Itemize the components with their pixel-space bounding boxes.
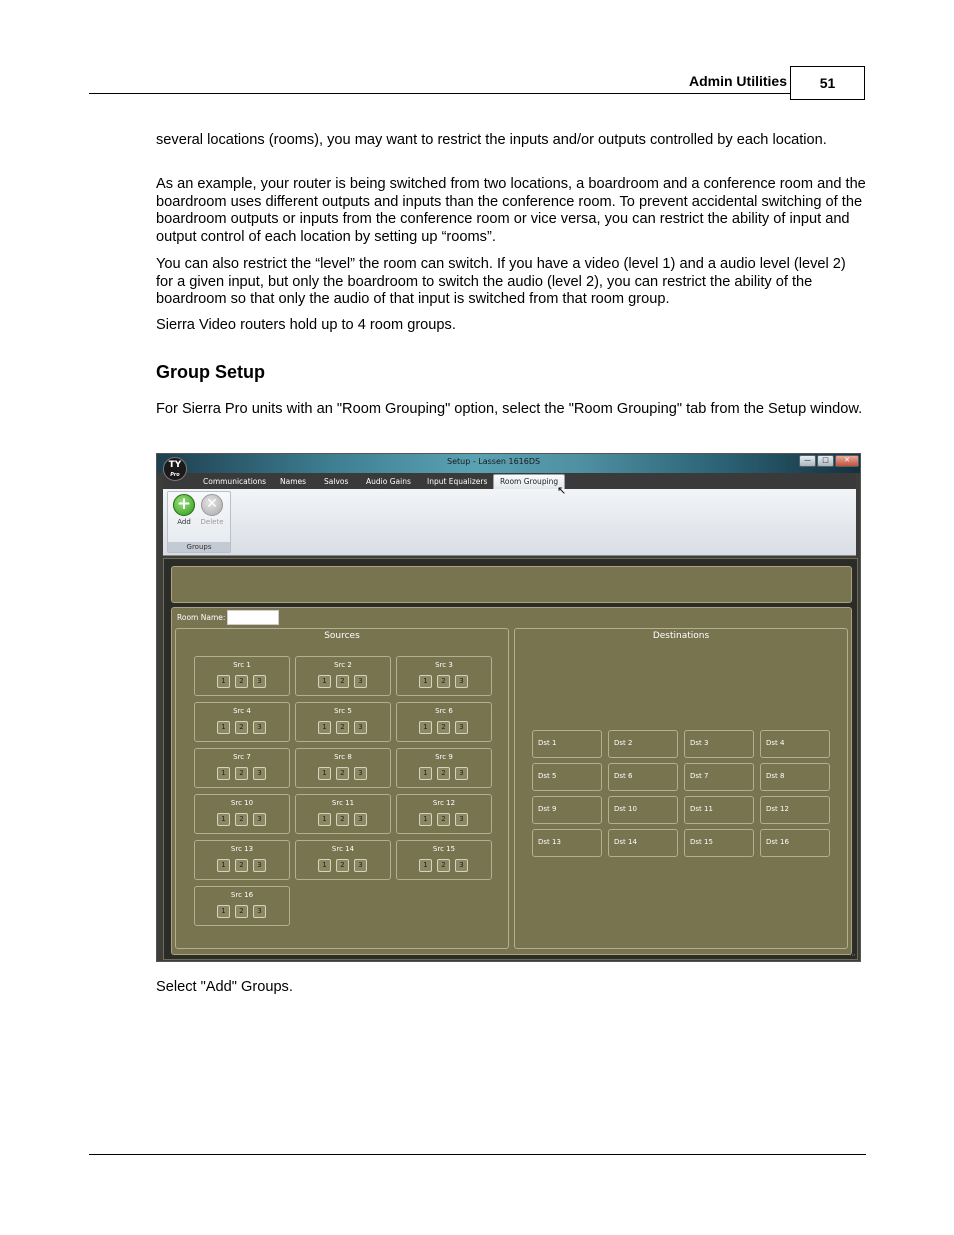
source-tile[interactable] xyxy=(396,656,492,696)
source-tile[interactable] xyxy=(295,794,391,834)
destination-tile[interactable] xyxy=(760,829,830,857)
level-1-button[interactable]: 1 xyxy=(217,905,230,918)
close-button[interactable]: ✕ xyxy=(835,455,859,467)
mouse-cursor-icon: ↖ xyxy=(557,484,567,497)
source-name: Src 7 xyxy=(233,753,251,761)
level-3-button[interactable]: 3 xyxy=(455,859,468,872)
level-3-button[interactable]: 3 xyxy=(455,721,468,734)
destination-tile[interactable] xyxy=(532,730,602,758)
destination-name: Dst 4 xyxy=(766,739,785,747)
level-3-button[interactable]: 3 xyxy=(253,859,266,872)
source-tile[interactable] xyxy=(194,656,290,696)
level-2-button[interactable]: 2 xyxy=(235,905,248,918)
content-area xyxy=(163,558,858,960)
source-name: Src 2 xyxy=(334,661,352,669)
room-panel xyxy=(171,607,852,955)
level-3-button[interactable]: 3 xyxy=(354,859,367,872)
source-tile[interactable] xyxy=(194,702,290,742)
destination-tile[interactable] xyxy=(684,829,754,857)
intro-paragraph: For Sierra Pro units with an "Room Grouping" option, select the "Room Grouping" tab from the Setup window. xyxy=(156,401,863,417)
source-name: Src 9 xyxy=(435,753,453,761)
destination-name: Dst 7 xyxy=(690,772,709,780)
destination-tile[interactable] xyxy=(608,763,678,791)
destination-name: Dst 11 xyxy=(690,805,713,813)
level-2-button[interactable]: 2 xyxy=(437,859,450,872)
source-tile[interactable] xyxy=(396,702,492,742)
group-list-panel xyxy=(171,566,852,603)
ribbon xyxy=(163,489,856,556)
level-2-button[interactable]: 2 xyxy=(235,767,248,780)
level-3-button[interactable]: 3 xyxy=(253,675,266,688)
x-icon: ✕ xyxy=(201,494,223,516)
level-2-button[interactable]: 2 xyxy=(437,675,450,688)
section-heading: Group Setup xyxy=(156,362,265,382)
level-1-button[interactable]: 1 xyxy=(419,813,432,826)
destination-name: Dst 15 xyxy=(690,838,713,846)
level-3-button[interactable]: 3 xyxy=(253,767,266,780)
source-name: Src 12 xyxy=(432,799,456,807)
delete-label: Delete xyxy=(200,518,224,526)
source-tile[interactable] xyxy=(295,748,391,788)
level-3-button[interactable]: 3 xyxy=(354,721,367,734)
plus-icon: + xyxy=(173,494,195,516)
destination-name: Dst 8 xyxy=(766,772,785,780)
level-1-button[interactable]: 1 xyxy=(419,675,432,688)
groups-ribbon-group xyxy=(167,491,231,553)
destinations-section xyxy=(514,628,848,949)
level-2-button[interactable]: 2 xyxy=(336,675,349,688)
tab-bar xyxy=(163,473,856,490)
level-2-button[interactable]: 2 xyxy=(336,813,349,826)
level-2-button[interactable]: 2 xyxy=(235,675,248,688)
minimize-button[interactable]: — xyxy=(799,455,816,467)
source-tile[interactable] xyxy=(295,656,391,696)
window-titlebar xyxy=(157,454,861,473)
destination-name: Dst 3 xyxy=(690,739,709,747)
tab-communications[interactable]: Communications xyxy=(203,477,267,486)
destination-tile[interactable] xyxy=(532,829,602,857)
level-1-button[interactable]: 1 xyxy=(217,721,230,734)
level-3-button[interactable]: 3 xyxy=(455,813,468,826)
source-name: Src 1 xyxy=(233,661,251,669)
destination-name: Dst 9 xyxy=(538,805,557,813)
level-2-button[interactable]: 2 xyxy=(336,721,349,734)
source-tile[interactable] xyxy=(295,840,391,880)
maximize-button[interactable]: □ xyxy=(817,455,834,467)
destination-tile[interactable] xyxy=(608,730,678,758)
level-1-button[interactable]: 1 xyxy=(318,813,331,826)
level-2-button[interactable]: 2 xyxy=(235,813,248,826)
destination-tile[interactable] xyxy=(532,796,602,824)
level-3-button[interactable]: 3 xyxy=(455,675,468,688)
footer-rule xyxy=(89,1154,866,1155)
source-name: Src 11 xyxy=(331,799,355,807)
source-tile[interactable] xyxy=(194,840,290,880)
destination-name: Dst 14 xyxy=(614,838,637,846)
tab-names[interactable]: Names xyxy=(280,477,307,486)
source-name: Src 15 xyxy=(432,845,456,853)
source-tile[interactable] xyxy=(194,794,290,834)
level-1-button[interactable]: 1 xyxy=(419,721,432,734)
source-name: Src 8 xyxy=(334,753,352,761)
caption: Select "Add" Groups. xyxy=(156,979,293,995)
destination-name: Dst 5 xyxy=(538,772,557,780)
level-1-button[interactable]: 1 xyxy=(217,767,230,780)
destinations-title: Destinations xyxy=(652,631,710,641)
destination-name: Dst 1 xyxy=(538,739,557,747)
source-name: Src 4 xyxy=(233,707,251,715)
level-1-button[interactable]: 1 xyxy=(419,767,432,780)
destination-name: Dst 6 xyxy=(614,772,633,780)
level-1-button[interactable]: 1 xyxy=(217,859,230,872)
header-rule xyxy=(89,93,791,94)
room-name-input[interactable] xyxy=(227,610,279,625)
tab-audio-gains[interactable]: Audio Gains xyxy=(366,477,411,486)
destination-tile[interactable] xyxy=(760,796,830,824)
source-name: Src 3 xyxy=(435,661,453,669)
room-name-label: Room Name: xyxy=(177,613,226,622)
source-tile[interactable] xyxy=(194,886,290,926)
source-name: Src 14 xyxy=(331,845,355,853)
level-2-button[interactable]: 2 xyxy=(235,721,248,734)
sources-section xyxy=(175,628,509,949)
delete-button[interactable] xyxy=(198,494,226,526)
logo-main-text: TY xyxy=(168,460,182,470)
level-2-button[interactable]: 2 xyxy=(437,721,450,734)
setup-window-screenshot xyxy=(156,453,861,962)
destination-tile[interactable] xyxy=(760,730,830,758)
level-3-button[interactable]: 3 xyxy=(354,813,367,826)
tab-input-equalizers[interactable]: Input Equalizers xyxy=(427,477,488,486)
destination-name: Dst 12 xyxy=(766,805,789,813)
paragraph-4: Sierra Video routers hold up to 4 room groups. xyxy=(156,317,456,333)
source-name: Src 5 xyxy=(334,707,352,715)
page-header-title: Admin Utilities xyxy=(688,73,787,89)
tab-salvos[interactable]: Salvos xyxy=(324,477,349,486)
sources-title: Sources xyxy=(324,631,360,641)
app-logo[interactable] xyxy=(163,457,187,481)
window-title: Setup - Lassen 1616DS xyxy=(447,457,541,466)
level-1-button[interactable]: 1 xyxy=(318,767,331,780)
window-buttons xyxy=(799,455,859,467)
source-name: Src 6 xyxy=(435,707,453,715)
add-button[interactable] xyxy=(170,494,198,526)
source-name: Src 13 xyxy=(230,845,254,853)
source-tile[interactable] xyxy=(396,840,492,880)
level-2-button[interactable]: 2 xyxy=(235,859,248,872)
destination-tile[interactable] xyxy=(532,763,602,791)
level-1-button[interactable]: 1 xyxy=(217,675,230,688)
level-3-button[interactable]: 3 xyxy=(455,767,468,780)
resize-grip-icon[interactable]: ⋯ xyxy=(849,951,856,959)
groups-label: Groups xyxy=(168,542,230,552)
source-tile[interactable] xyxy=(396,748,492,788)
level-1-button[interactable]: 1 xyxy=(318,721,331,734)
level-2-button[interactable]: 2 xyxy=(336,767,349,780)
destination-name: Dst 16 xyxy=(766,838,789,846)
level-1-button[interactable]: 1 xyxy=(318,859,331,872)
level-3-button[interactable]: 3 xyxy=(253,905,266,918)
level-1-button[interactable]: 1 xyxy=(217,813,230,826)
add-label: Add xyxy=(177,518,191,526)
level-2-button[interactable]: 2 xyxy=(336,859,349,872)
level-2-button[interactable]: 2 xyxy=(437,767,450,780)
paragraph-3: You can also restrict the “level” the room can switch. If you have a video (level 1) and a audio level (level 2) for a given input, but only the boardroom to switch the audio (level 2), you can restrict the ability of the boardroom so that only the audio of that input is switched from that room group. xyxy=(156,256,846,307)
level-2-button[interactable]: 2 xyxy=(437,813,450,826)
level-3-button[interactable]: 3 xyxy=(253,721,266,734)
source-name: Src 16 xyxy=(230,891,254,899)
destination-tile[interactable] xyxy=(684,730,754,758)
destination-tile[interactable] xyxy=(608,829,678,857)
tab-room-grouping[interactable]: Room Grouping xyxy=(493,474,565,489)
source-tile[interactable] xyxy=(194,748,290,788)
destination-tile[interactable] xyxy=(684,763,754,791)
paragraph-1: several locations (rooms), you may want to restrict the inputs and/or outputs controlled by each location. xyxy=(156,132,827,148)
destination-tile[interactable] xyxy=(608,796,678,824)
destination-name: Dst 13 xyxy=(538,838,561,846)
paragraph-2: As an example, your router is being switched from two locations, a boardroom and a conference room and the boardroom uses different outputs and inputs than the conference room. To prevent accidental switching of the boardroom outputs or inputs from the conference room or vice versa, you can restrict the ability of input and output control of each location by setting up “rooms”. xyxy=(156,176,866,245)
logo-sub-text: Pro xyxy=(170,472,180,478)
level-1-button[interactable]: 1 xyxy=(419,859,432,872)
destination-name: Dst 2 xyxy=(614,739,633,747)
level-3-button[interactable]: 3 xyxy=(354,675,367,688)
source-tile[interactable] xyxy=(295,702,391,742)
source-name: Src 10 xyxy=(230,799,254,807)
level-1-button[interactable]: 1 xyxy=(318,675,331,688)
source-tile[interactable] xyxy=(396,794,492,834)
level-3-button[interactable]: 3 xyxy=(253,813,266,826)
level-3-button[interactable]: 3 xyxy=(354,767,367,780)
destination-name: Dst 10 xyxy=(614,805,637,813)
destination-tile[interactable] xyxy=(684,796,754,824)
destination-tile[interactable] xyxy=(760,763,830,791)
page-number-box: 51 xyxy=(790,66,865,100)
